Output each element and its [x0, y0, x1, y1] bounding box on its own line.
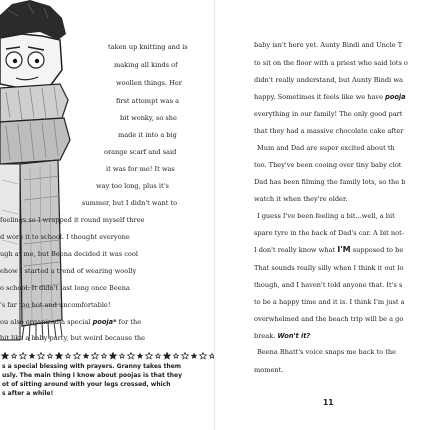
star-icon	[174, 353, 179, 358]
text-line: I guess I've been feeling a bit...well, a bit	[257, 212, 395, 220]
text-line	[254, 246, 403, 254]
star-icon	[128, 352, 135, 359]
star-icon	[182, 352, 189, 359]
text-line: that they had a massive chocolate cake after	[254, 127, 404, 135]
text-segment: happy. Sometimes it feels like we have	[254, 93, 386, 101]
text-segment: ou also organized a special	[0, 318, 93, 326]
star-icon	[192, 353, 197, 358]
star-icon	[56, 352, 63, 359]
text-line	[254, 332, 310, 340]
text-line: d wore it to school. I thought everyone	[0, 233, 130, 241]
star-icon	[164, 352, 171, 359]
emphasized-word: Won't it?	[277, 332, 311, 340]
boy-with-scarf-illustration	[0, 0, 100, 345]
text-line: bit like a baby party, but weird because the	[0, 334, 146, 342]
text-line: first attempt was a	[116, 97, 180, 105]
text-line: That sounds really silly when I think it out lo	[254, 264, 404, 272]
star-icon	[66, 353, 71, 358]
star-icon	[30, 353, 35, 358]
text-line: making all kinds of	[114, 61, 178, 69]
star-icon	[38, 352, 45, 359]
footnote-line: usly. The main thing I know about poojas is that they	[2, 372, 183, 379]
star-icon	[74, 352, 81, 359]
star-icon	[84, 353, 89, 358]
text-line: Mum and Dad are super excited about th	[257, 144, 395, 152]
text-line: overwhelmed and the beach trip will be a go	[254, 315, 404, 323]
text-line: 's far too hot and uncomfortable!	[0, 301, 111, 309]
text-line: orange scarf and said	[104, 148, 177, 156]
star-icon	[120, 353, 125, 358]
footnote-line: s a special blessing with prayers. Granny takes them	[2, 363, 182, 370]
text-line	[0, 318, 141, 326]
text-line: taken up knitting and is	[108, 43, 188, 51]
emphasized-word: pooja*	[92, 318, 117, 326]
text-line: spare tyre in the back of Dad's car. A bit not-	[254, 229, 405, 237]
star-icon	[12, 353, 17, 358]
text-line: to be a happy time and it is. I think I'm just a	[254, 298, 405, 306]
text-line: Beena Bhatt's voice snaps me back to the	[257, 348, 396, 356]
text-line: everything in our family! The only good part	[254, 110, 403, 118]
star-icon	[138, 353, 143, 358]
star-icon	[110, 352, 117, 359]
star-icon	[200, 352, 207, 359]
text-line: though, and I haven't told anyone that. It's s	[254, 281, 403, 289]
text-line: o school. It didn't last long once Beena	[0, 284, 130, 292]
text-line: watch it when they're older.	[254, 195, 348, 203]
footnote-line: ot of sitting around with your legs crossed, which	[2, 381, 171, 388]
footnote-line: s after a while!	[2, 390, 54, 397]
star-icon	[48, 353, 53, 358]
text-line	[254, 93, 406, 101]
star-icon	[20, 352, 27, 359]
text-line: bit wonky, so she	[120, 114, 177, 122]
text-line: moment.	[254, 366, 284, 374]
star-icon	[92, 352, 99, 359]
text-line: Dad has been filming the family lots, so the b	[254, 178, 406, 186]
page-number: 11	[323, 398, 334, 407]
emphasized-word: I'M	[337, 245, 351, 254]
star-divider	[0, 351, 215, 361]
text-line: feelings so I wrapped it round myself three	[0, 216, 145, 224]
text-segment: supposed to be	[350, 246, 404, 254]
text-line: baby isn't here yet. Aunty Bindi and Uncle T	[254, 41, 403, 49]
text-line: summer, but I didn't want to	[82, 199, 178, 207]
text-line: made it into a big	[118, 131, 177, 139]
text-line: it was for me! It was	[106, 165, 175, 173]
text-segment: I don't really know what	[254, 246, 338, 254]
text-segment: for the	[116, 318, 142, 326]
star-icon	[102, 353, 107, 358]
star-icon	[156, 353, 161, 358]
emphasized-word: pooja	[385, 93, 406, 101]
text-segment: break.	[254, 332, 278, 340]
star-icon	[2, 352, 9, 359]
text-line: woollen things. Her	[116, 79, 182, 87]
text-line: didn't really understand, but Aunty Bindi wa	[254, 76, 403, 84]
text-line: ugh at me, but Beena decided it was cool	[0, 250, 138, 258]
text-line: too. They've been cooing over tiny baby clot	[254, 161, 402, 169]
star-icon	[146, 352, 153, 359]
text-line: way too long, plus it's	[96, 182, 169, 190]
text-line: ehow I started a trend of wearing woolly	[0, 267, 137, 275]
right-page	[215, 0, 430, 430]
text-line: to sit on the floor with a priest who said lots o	[254, 59, 408, 67]
